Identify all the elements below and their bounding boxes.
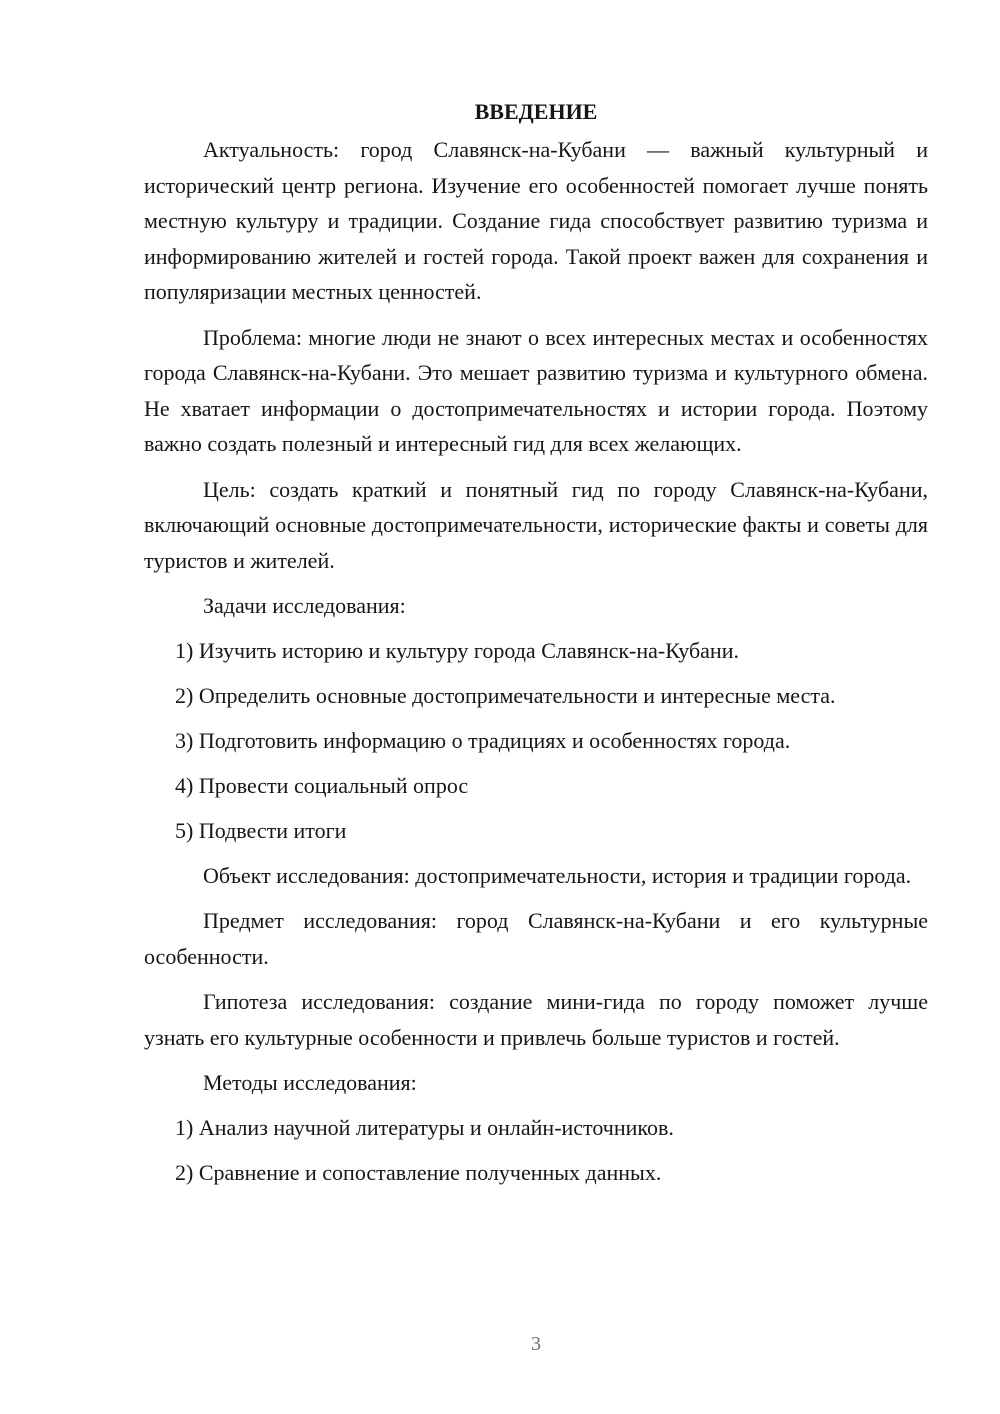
relevance-paragraph: Актуальность: город Славянск-на-Кубани — важный культурный и исторический центр региона. Изучение его особенностей помогает лучше понять местную культуру и традиции. Создание гида способствует развитию туризма и информированию жителей и гостей города. Такой проект важен для сохранения и популяризации местных ценностей.: [144, 137, 928, 304]
document-page: [144, 96, 928, 1200]
object-paragraph: Объект исследования: достопримечательности, история и традиции города.: [203, 862, 912, 888]
problem-paragraph: Проблема: многие люди не знают о всех интересных местах и особенностях города Славянск-на-Кубани. Это мешает развитию туризма и культурного обмена. Не хватает информации о достопримечательностях и истории города. Поэтому важно создать полезный и интересный гид для всех желающих.: [144, 324, 928, 456]
methods-heading: Методы исследования:: [203, 1070, 417, 1095]
tasks-heading: Задачи исследования:: [203, 593, 406, 618]
task-item-5: 5) Подвести итоги: [175, 817, 347, 843]
subject-paragraph: Предмет исследования: город Славянск-на-Кубани и его культурные особенности.: [144, 908, 928, 969]
hypothesis-paragraph: Гипотеза исследования: создание мини-гида по городу поможет лучше узнать его культурные особенности и привлечь больше туристов и гостей.: [144, 989, 928, 1050]
method-item-2: 2) Сравнение и сопоставление полученных данных.: [175, 1159, 662, 1185]
task-item-2: 2) Определить основные достопримечательности и интересные места.: [175, 682, 836, 708]
page-number: 3: [531, 1333, 541, 1355]
goal-paragraph: Цель: создать краткий и понятный гид по городу Славянск-на-Кубани, включающий основные достопримечательности, исторические факты и советы для туристов и жителей.: [144, 476, 928, 573]
task-item-1: 1) Изучить историю и культуру города Славянск-на-Кубани.: [175, 637, 739, 663]
method-item-1: 1) Анализ научной литературы и онлайн-источников.: [175, 1114, 674, 1140]
section-title: ВВЕДЕНИЕ: [474, 99, 598, 124]
task-item-3: 3) Подготовить информацию о традициях и особенностях города.: [175, 727, 791, 753]
task-item-4: 4) Провести социальный опрос: [175, 772, 469, 798]
